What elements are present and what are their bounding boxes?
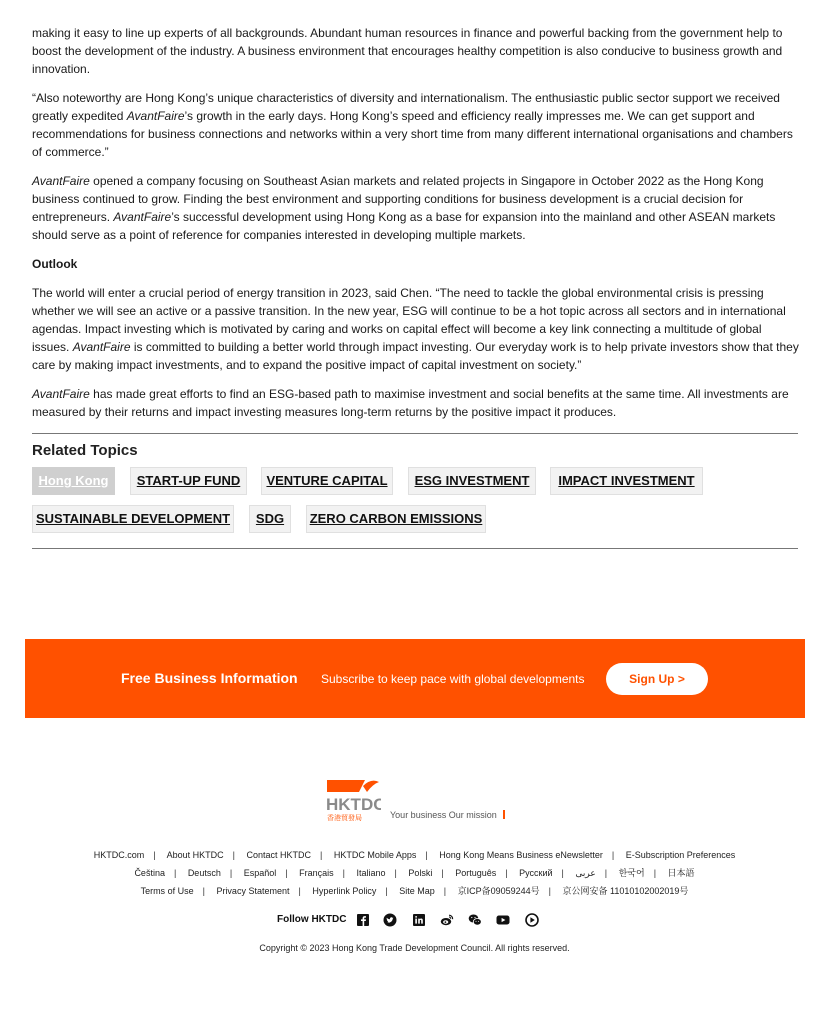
footer-link-hyperlink-policy[interactable]: Hyperlink Policy <box>312 886 377 896</box>
footer-link-enewsletter[interactable]: Hong Kong Means Business eNewsletter <box>439 850 603 860</box>
hktdc-logo[interactable] <box>325 778 381 822</box>
linkedin-icon[interactable] <box>412 913 426 927</box>
facebook-icon[interactable] <box>356 913 370 927</box>
tag-sustainable-development[interactable]: SUSTAINABLE DEVELOPMENT <box>32 505 234 533</box>
banner-title: Free Business Information <box>121 670 298 686</box>
follow-label: Follow HKTDC <box>277 914 347 925</box>
divider <box>32 548 798 549</box>
copyright: Copyright © 2023 Hong Kong Trade Development Council. All rights reserved. <box>259 943 570 953</box>
footer-link-about[interactable]: About HKTDC <box>166 850 224 860</box>
language-link[interactable]: عربى <box>575 868 596 878</box>
language-link[interactable]: Português <box>455 868 497 878</box>
newsletter-banner <box>25 639 805 718</box>
article-body <box>32 24 800 432</box>
brand-name: AvantFaire <box>72 340 131 354</box>
language-link[interactable]: Русский <box>519 868 553 878</box>
paragraph: The world will enter a crucial period of energy transition in 2023, said Chen. “The need to tackle the global environmental crisis is pressing whether we will see an active or a passive transition. In the new year, ESG will continue to be a hot topic across all sectors and in international agendas. Impact investing which is motivated by caring and works on capital effect will become a key link connecting a multitude of global issues. AvantFaire is committed to building a better world through impact investing. Our everyday work is to help private investors show that they care by making impact investments, and to expand the positive impact of capital investment on society.” <box>32 286 799 372</box>
tag-sdg[interactable]: SDG <box>249 505 291 533</box>
paragraph: “Also noteworthy are Hong Kong’s unique characteristics of diversity and internationalism. The enthusiastic public sector support we received greatly expedited AvantFaire’s growth in the early days. Hong Kong’s speed and efficiency really impresses me. We can get support and recommendations for business connections and networks within a very short time from many different international organisations and chambers of commerce.” <box>32 91 793 159</box>
logo-text: HKTDC <box>326 795 381 814</box>
video-icon[interactable] <box>525 913 539 927</box>
sign-up-button[interactable]: Sign Up > <box>606 663 708 695</box>
paragraph: AvantFaire opened a company focusing on Southeast Asian markets and related projects in Singapore in October 2022 as the Hong Kong business continued to grow. Finding the best environment and supporting conditions for business development is a crucial decision for entrepreneurs. AvantFaire’s successful development using Hong Kong as a base for expansion into the mainland and other ASEAN markets should serve as a point of reference for companies interested in developing multiple markets. <box>32 174 776 242</box>
divider <box>32 433 798 434</box>
language-link[interactable]: 日本語 <box>667 868 695 878</box>
footer-language-row: Čeština | Deutsch | Español | Français | Italiano | Polski | Português | Русский | عربى | 한국어 | 日本語 <box>134 868 695 878</box>
wechat-icon[interactable] <box>468 913 482 927</box>
paragraph: AvantFaire has made great efforts to find an ESG-based path to maximise investment and social benefits at the same time. All investments are measured by their returns and impact investing measures long-term returns by the positive impact it produces. <box>32 387 789 419</box>
language-link[interactable]: 한국어 <box>618 868 645 878</box>
footer-link-contact[interactable]: Contact HKTDC <box>246 850 312 860</box>
footer-links-row-1: HKTDC.com | About HKTDC | Contact HKTDC | HKTDC Mobile Apps | Hong Kong Means Business eNewsletter | E-Subscription Preferences <box>93 850 736 860</box>
brand-name: AvantFaire <box>32 174 90 188</box>
brand-name: AvantFaire <box>32 387 90 401</box>
tag-start-up-fund[interactable]: START-UP FUND <box>130 467 247 495</box>
language-link[interactable]: Deutsch <box>187 868 221 878</box>
hktdc-logo-mark <box>325 778 381 822</box>
twitter-icon[interactable] <box>383 913 397 927</box>
tag-impact-investment[interactable]: IMPACT INVESTMENT <box>550 467 703 495</box>
language-link[interactable]: Español <box>243 868 277 878</box>
section-heading: Outlook <box>32 257 78 271</box>
brand-name: AvantFaire <box>126 109 185 123</box>
related-topics-title: Related Topics <box>32 442 138 459</box>
tagline: Your business Our mission <box>390 810 505 820</box>
footer-link-hktdc[interactable]: HKTDC.com <box>93 850 145 860</box>
footer-link-mobile-apps[interactable]: HKTDC Mobile Apps <box>333 850 417 860</box>
logo-chinese-text: 香港貿發局 <box>327 814 362 822</box>
banner-subtitle: Subscribe to keep pace with global developments <box>321 672 585 686</box>
brand-name: AvantFaire <box>113 210 172 224</box>
paragraph: making it easy to line up experts of all backgrounds. Abundant human resources in finance and powerful backing from the government help to boost the development of the industry. A business environment that encourages healthy competition is also conducive to business growth and innovation. <box>32 26 783 76</box>
language-link[interactable]: Polski <box>408 868 433 878</box>
footer-link-privacy[interactable]: Privacy Statement <box>216 886 290 896</box>
language-link[interactable]: Čeština <box>134 868 165 878</box>
youtube-icon[interactable] <box>496 913 510 927</box>
tag-esg-investment[interactable]: ESG INVESTMENT <box>408 467 536 495</box>
tag-venture-capital[interactable]: VENTURE CAPITAL <box>261 467 393 495</box>
footer-link-icp[interactable]: 京ICP备09059244号 <box>457 886 540 896</box>
tag-zero-carbon-emissions[interactable]: ZERO CARBON EMISSIONS <box>306 505 486 533</box>
footer-link-terms[interactable]: Terms of Use <box>140 886 194 896</box>
language-link[interactable]: Italiano <box>356 868 386 878</box>
footer-link-public-security[interactable]: 京公网安备 11010102002019号 <box>562 886 689 896</box>
language-link[interactable]: Français <box>299 868 334 878</box>
footer-links-row-3: Terms of Use | Privacy Statement | Hyperlink Policy | Site Map | 京ICP备09059244号 | 京公网安备 11010102002019号 <box>140 886 689 896</box>
footer-link-e-subscription[interactable]: E-Subscription Preferences <box>625 850 736 860</box>
tag-hong-kong[interactable]: Hong Kong <box>32 467 115 495</box>
weibo-icon[interactable] <box>440 913 454 927</box>
footer-link-site-map[interactable]: Site Map <box>399 886 435 896</box>
